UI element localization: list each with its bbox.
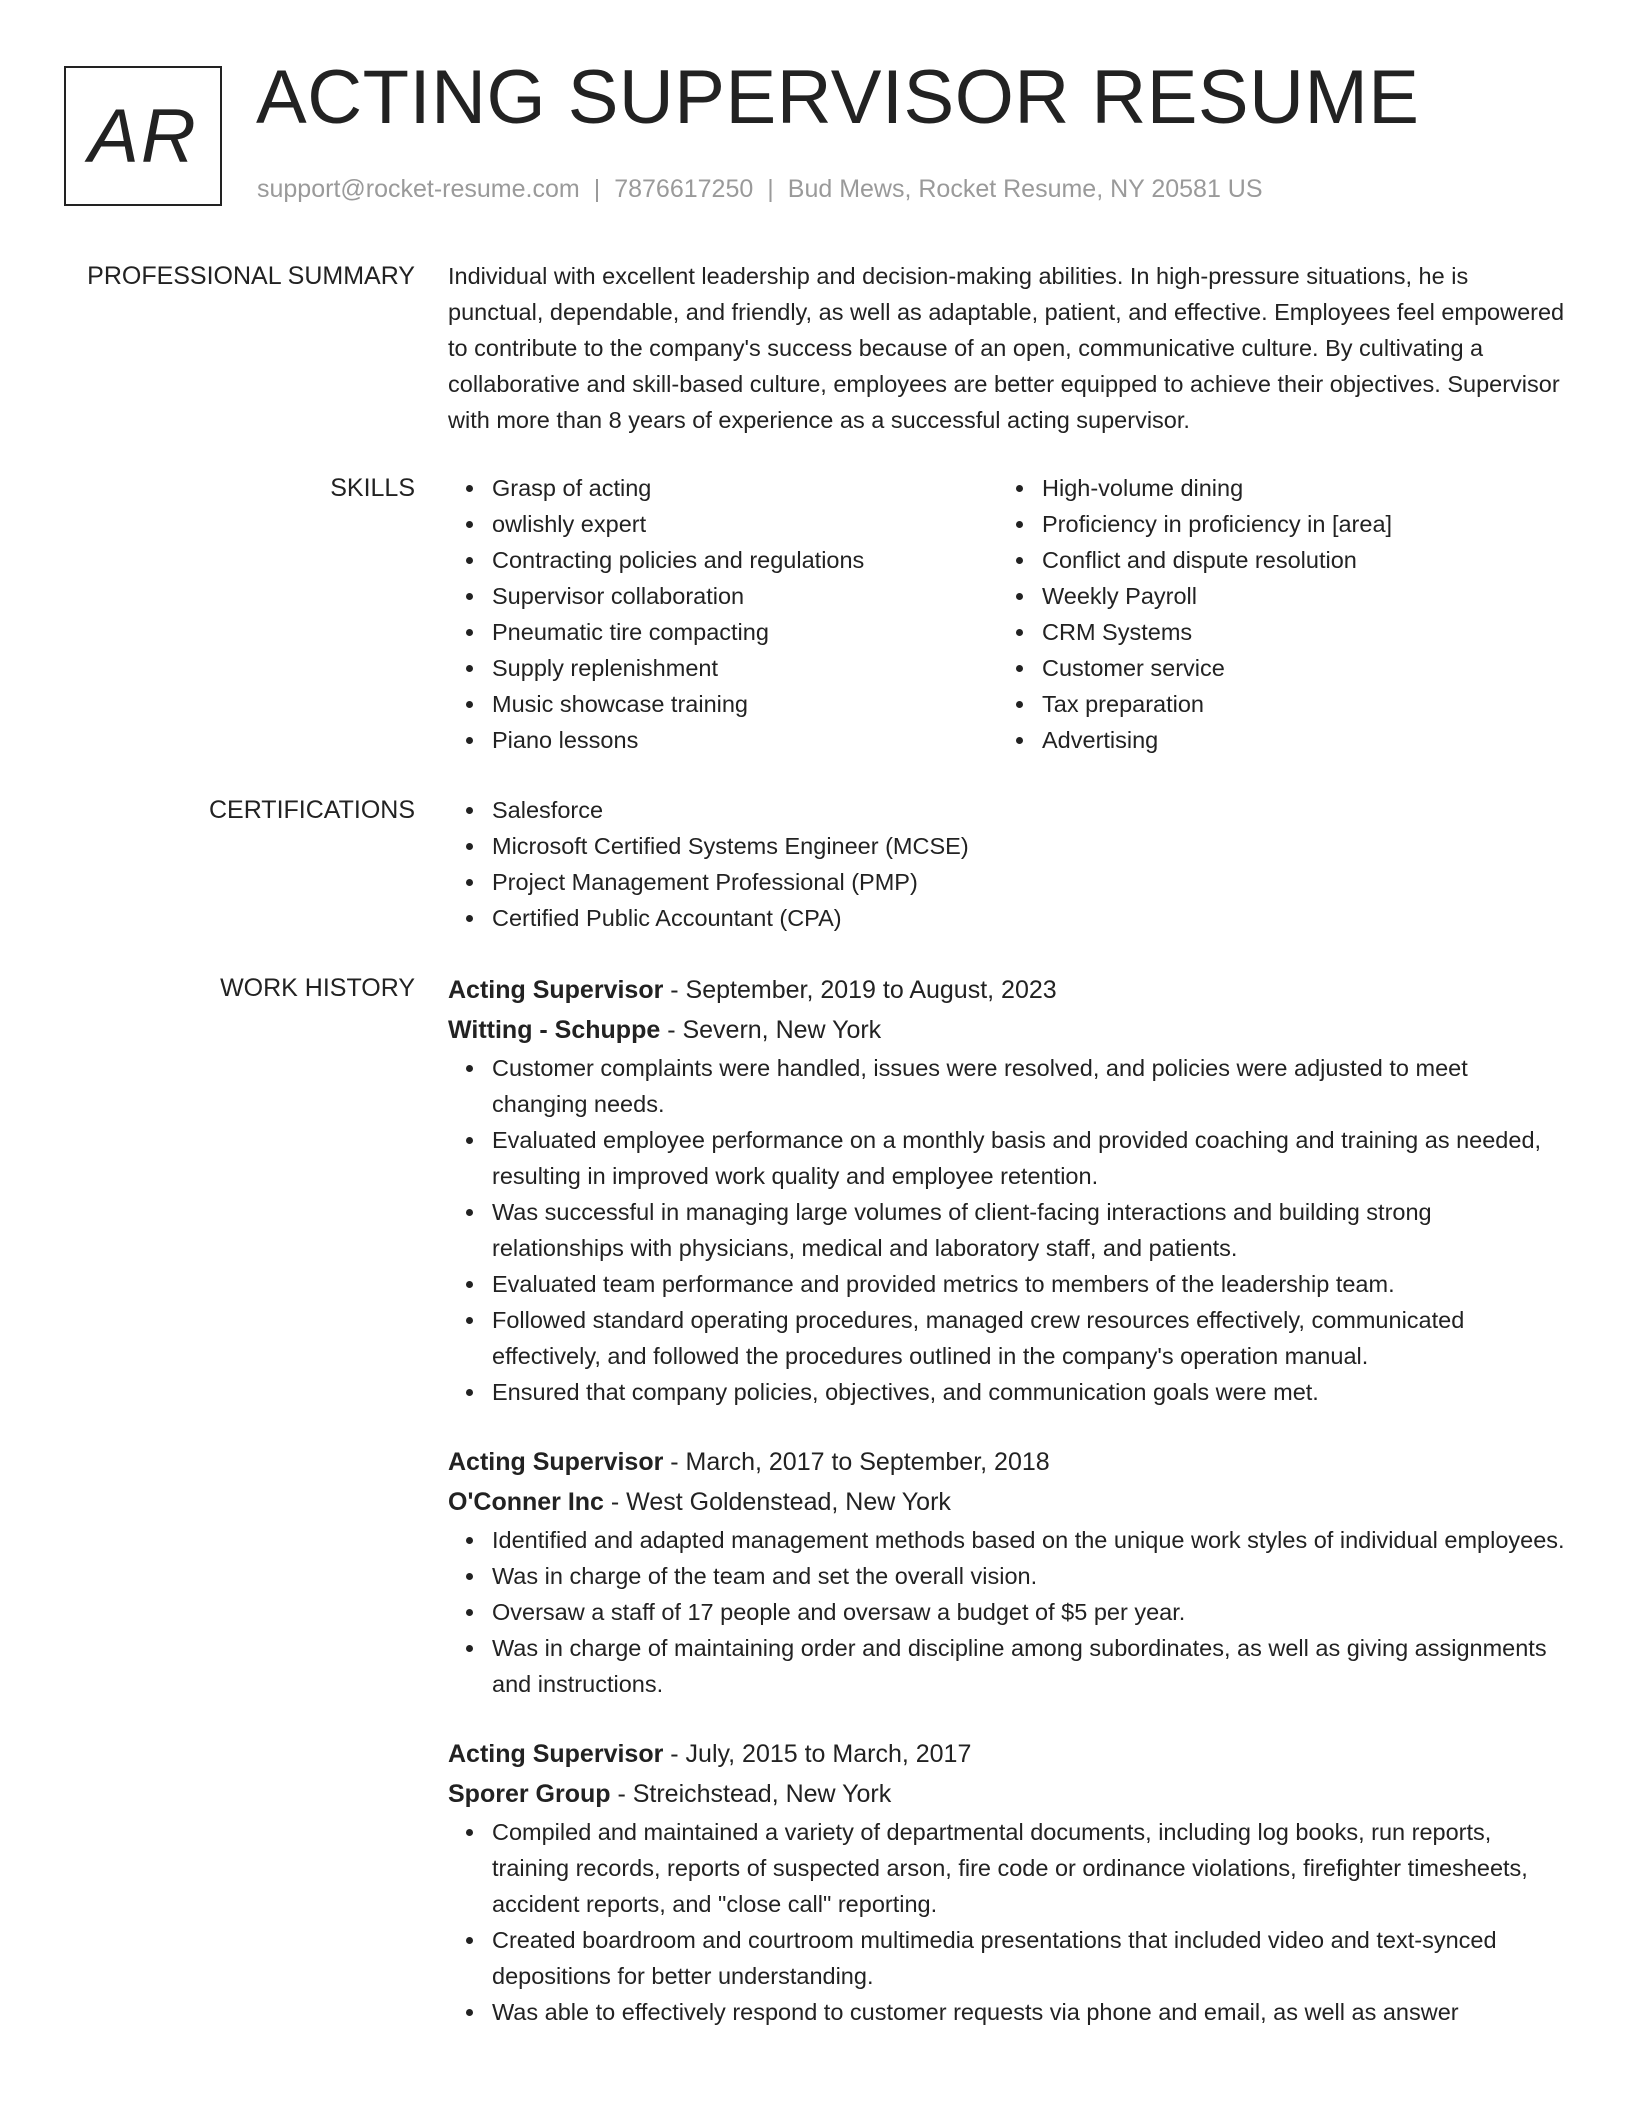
list-item: Grasp of acting [492, 470, 998, 506]
list-item: Music showcase training [492, 686, 998, 722]
job-company-line [448, 1482, 1568, 1522]
job-company: Sporer Group [448, 1780, 611, 1808]
job-entry [448, 1442, 1568, 1702]
list-item: Was in charge of the team and set the overall vision. [492, 1558, 1568, 1594]
skills-column-left [448, 470, 998, 758]
list-item: Project Management Professional (PMP) [492, 864, 1568, 900]
list-item: CRM Systems [1042, 614, 1558, 650]
list-item: Was successful in managing large volumes of client-facing interactions and building strong relationships with physicians, medical and laboratory staff, and patients. [492, 1194, 1568, 1266]
list-item: Customer service [1042, 650, 1558, 686]
job-location: - West Goldenstead, New York [603, 1488, 951, 1516]
list-item: Compiled and maintained a variety of departmental documents, including log books, run reports, training records, reports of suspected arson, fire code or ordinance violations, firefighter timesheets, accident reports, and "close call" reporting. [492, 1814, 1568, 1922]
job-location: - Streichstead, New York [610, 1780, 892, 1808]
work-history-body [448, 970, 1568, 2062]
job-title-line [448, 970, 1568, 1010]
monogram-text: AR [88, 93, 198, 179]
list-item: Advertising [1042, 722, 1558, 758]
list-item: Salesforce [492, 792, 1568, 828]
job-company-line [448, 1010, 1568, 1050]
resume-title: ACTING SUPERVISOR RESUME [256, 55, 1420, 140]
contact-email: support@rocket-resume.com [257, 175, 580, 203]
section-label-work-history: WORK HISTORY [220, 974, 415, 1002]
summary-body [448, 258, 1568, 438]
list-item: Certified Public Accountant (CPA) [492, 900, 1568, 936]
list-item: Ensured that company policies, objectives, and communication goals were met. [492, 1374, 1568, 1410]
section-label-skills: SKILLS [330, 474, 415, 502]
list-item: Pneumatic tire compacting [492, 614, 998, 650]
list-item: Microsoft Certified Systems Engineer (MCSE) [492, 828, 1568, 864]
job-company-line [448, 1774, 1568, 1814]
contact-phone: 7876617250 [614, 175, 754, 203]
skills-column-right [998, 470, 1558, 758]
list-item: Piano lessons [492, 722, 998, 758]
job-company: O'Conner Inc [448, 1488, 604, 1516]
list-item: Was able to effectively respond to customer requests via phone and email, as well as answer [492, 1994, 1568, 2030]
contact-separator: | [767, 175, 774, 203]
job-bullets [448, 1522, 1568, 1702]
contact-line [257, 175, 1263, 204]
list-item: Supply replenishment [492, 650, 998, 686]
job-title-line [448, 1442, 1568, 1482]
list-item: Supervisor collaboration [492, 578, 998, 614]
list-item: Evaluated employee performance on a monthly basis and provided coaching and training as needed, resulting in improved work quality and employee retention. [492, 1122, 1568, 1194]
list-item: Customer complaints were handled, issues were resolved, and policies were adjusted to meet changing needs. [492, 1050, 1568, 1122]
list-item: owlishly expert [492, 506, 998, 542]
skills-body [448, 470, 1568, 758]
job-title: Acting Supervisor [448, 1740, 664, 1768]
contact-separator: | [593, 175, 601, 203]
summary-text: Individual with excellent leadership and decision-making abilities. In high-pressure situations, he is punctual, dependable, and friendly, as well as adaptable, patient, and effective. Employees feel empowered to contribute to the company's success because of an open, communicative culture. By cultivating a collaborative and skill-based culture, employees are better equipped to achieve their objectives. Supervisor with more than 8 years of experience as a successful acting supervisor. [448, 263, 1565, 433]
list-item: Identified and adapted management methods based on the unique work styles of individual employees. [492, 1522, 1568, 1558]
contact-address: Bud Mews, Rocket Resume, NY 20581 US [787, 175, 1263, 203]
job-location: - Severn, New York [660, 1016, 882, 1044]
job-dates: - September, 2019 to August, 2023 [663, 976, 1057, 1004]
list-item: Followed standard operating procedures, managed crew resources effectively, communicated effectively, and followed the procedures outlined in the company's operation manual. [492, 1302, 1568, 1374]
list-item: High-volume dining [1042, 470, 1558, 506]
job-bullets [448, 1050, 1568, 1410]
list-item: Oversaw a staff of 17 people and oversaw a budget of $5 per year. [492, 1594, 1568, 1630]
section-label-summary: PROFESSIONAL SUMMARY [87, 262, 415, 290]
certifications-body [448, 792, 1568, 936]
job-title-line [448, 1734, 1568, 1774]
section-label-certifications: CERTIFICATIONS [208, 796, 415, 824]
job-bullets [448, 1814, 1568, 2030]
job-title: Acting Supervisor [448, 976, 664, 1004]
job-entry [448, 1734, 1568, 2030]
job-company: Witting - Schuppe [448, 1016, 661, 1044]
job-entry [448, 970, 1568, 1410]
list-item: Contracting policies and regulations [492, 542, 998, 578]
monogram-logo [64, 66, 222, 206]
list-item: Proficiency in proficiency in [area] [1042, 506, 1558, 542]
list-item: Conflict and dispute resolution [1042, 542, 1558, 578]
list-item: Evaluated team performance and provided metrics to members of the leadership team. [492, 1266, 1568, 1302]
list-item: Was in charge of maintaining order and discipline among subordinates, as well as giving assignments and instructions. [492, 1630, 1568, 1702]
job-dates: - March, 2017 to September, 2018 [663, 1448, 1050, 1476]
list-item: Created boardroom and courtroom multimedia presentations that included video and text-synced depositions for better understanding. [492, 1922, 1568, 1994]
job-dates: - July, 2015 to March, 2017 [663, 1740, 972, 1768]
list-item: Tax preparation [1042, 686, 1558, 722]
job-title: Acting Supervisor [448, 1448, 664, 1476]
list-item: Weekly Payroll [1042, 578, 1558, 614]
